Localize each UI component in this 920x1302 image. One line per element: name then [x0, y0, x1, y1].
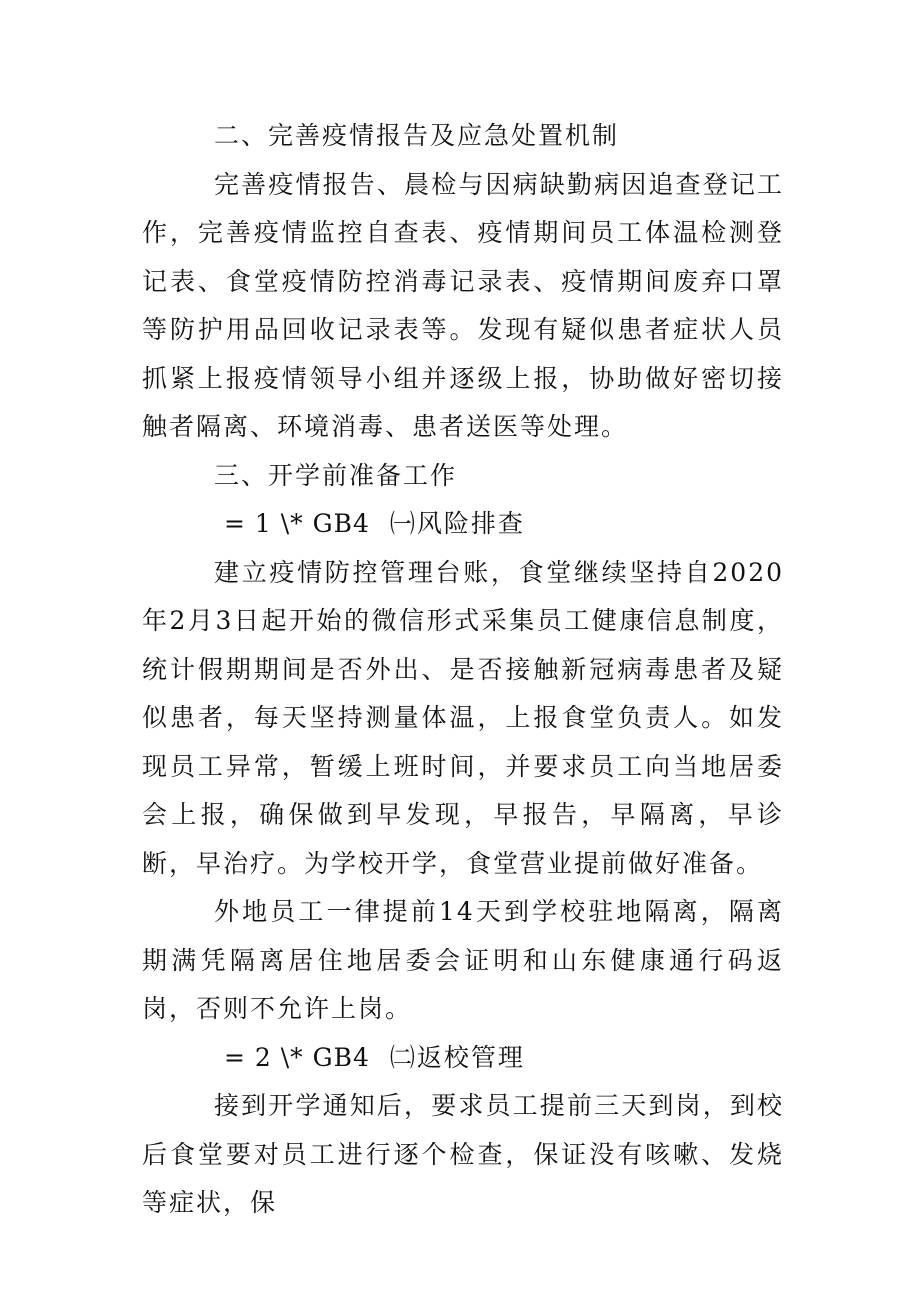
paragraph-reporting: 完善疫情报告、晨检与因病缺勤病因追查登记工作，完善疫情监控自查表、疫情期间员工体温检测登记表、食堂疫情防控消毒记录表、疫情期间废弃口罩等防护用品回收记录表等。发现有疑似患者症状人员抓紧上报疫情领导小组并逐级上报，协助做好密切接触者隔离、环境消毒、患者送医等处理。 — [142, 169, 784, 441]
subsection-risk-check — [142, 500, 784, 549]
subsection-title: ㈡返校管理 — [389, 1042, 525, 1072]
document-body — [142, 112, 784, 1228]
subsection-return-management — [142, 1034, 784, 1083]
field-code: = 2 \* GB4 — [224, 1042, 370, 1072]
paragraph-return: 接到开学通知后，要求员工提前三天到岗，到校后食堂要对员工进行逐个检查，保证没有咳嗽、发烧等症状，保 — [142, 1091, 784, 1217]
paragraph-risk-check: 建立疫情防控管理台账，食堂继续坚持自2020年2月3日起开始的微信形式采集员工健康信息制度，统计假期期间是否外出、是否接触新冠病毒患者及疑似患者，每天坚持测量体温，上报食堂负责人。如发现员工异常，暂缓上班时间，并要求员工向当地居委会上报，确保做到早发现，早报告，早隔离，早诊断，早治疗。为学校开学，食堂营业提前做好准备。 — [142, 557, 784, 878]
section-heading-3: 三、开学前准备工作 — [214, 460, 458, 490]
field-code: = 1 \* GB4 — [224, 509, 370, 538]
section-heading-2: 二、完善疫情报告及应急处置机制 — [214, 121, 620, 150]
subsection-title: ㈠风险排查 — [389, 509, 525, 538]
paragraph-quarantine: 外地员工一律提前14天到学校驻地隔离，隔离期满凭隔离居住地居委会证明和山东健康通行码返岗，否则不允许上岗。 — [142, 897, 784, 1023]
